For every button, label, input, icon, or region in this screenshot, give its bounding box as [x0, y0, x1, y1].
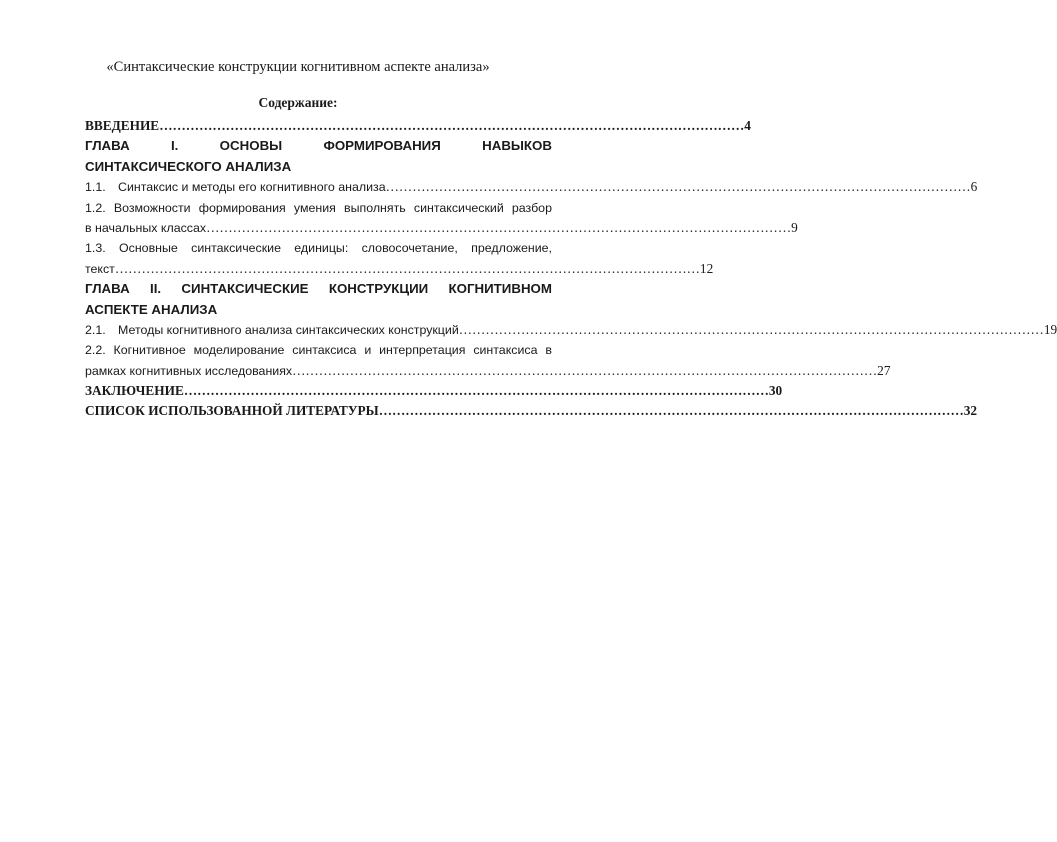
toc-entry-label: текст: [85, 261, 115, 276]
toc-word: ГЛАВА: [85, 138, 130, 154]
document-title: «Синтаксические конструкции когнитивном аспекте анализа»: [106, 59, 490, 75]
toc-section-number: 2.2.: [85, 343, 106, 358]
toc-word: I.: [170, 138, 179, 154]
toc-word: словосочетание,: [361, 241, 458, 256]
toc-word: умения: [293, 200, 336, 215]
toc-chapter-2-line1[interactable]: [85, 279, 552, 299]
toc-leader: ……………………………………………………………………………………………………………………: [458, 321, 1044, 337]
toc-leader: ……………………………………………………………………………………………………………………: [378, 403, 964, 419]
toc-word: в: [545, 343, 552, 358]
toc-leader: ……………………………………………………………………………………………………………………: [183, 383, 769, 399]
toc-entry-intro[interactable]: [85, 116, 751, 136]
toc-entry-references[interactable]: [85, 401, 978, 421]
toc-entry-label: ЗАКЛЮЧЕНИЕ: [85, 383, 184, 399]
toc-section-2-1[interactable]: [85, 320, 1057, 340]
toc-word: II.: [150, 281, 162, 297]
toc-word: Основные: [119, 241, 178, 256]
toc-word: интерпретация: [379, 343, 466, 358]
toc-word: моделирование: [193, 343, 285, 358]
toc-word: синтаксические: [191, 241, 281, 256]
toc-page-number: 4: [744, 118, 751, 133]
toc-section-number: 1.3.: [85, 241, 106, 256]
toc-page-number: 27: [877, 362, 891, 378]
toc-word: синтаксиса: [292, 343, 357, 358]
toc-word: ФОРМИРОВАНИЯ: [323, 138, 441, 154]
toc-page-number: 6: [970, 179, 978, 195]
toc-word: разбор: [511, 200, 552, 215]
table-of-contents: [85, 116, 1057, 422]
toc-entry-label: рамках когнитивных исследованиях: [85, 363, 293, 378]
toc-section-2-2-line1[interactable]: [85, 340, 552, 360]
toc-entry-label: в начальных классах: [85, 220, 207, 235]
toc-word: выполнять: [344, 200, 406, 215]
toc-section-1-2-line2[interactable]: [85, 218, 798, 238]
toc-word: КОНСТРУКЦИИ: [328, 281, 429, 297]
toc-section-1-3-line2[interactable]: [85, 259, 714, 279]
toc-section-1-3-line1[interactable]: [85, 238, 552, 258]
toc-word: СИНТАКСИЧЕСКИЕ: [181, 281, 309, 297]
toc-entry-label: ВВЕДЕНИЕ: [85, 118, 160, 133]
toc-word: и: [364, 343, 372, 358]
toc-word: единицы:: [294, 241, 349, 256]
toc-word: ОСНОВЫ: [219, 138, 283, 154]
toc-word: формирования: [198, 200, 286, 215]
toc-leader: ……………………………………………………………………………………………………………………: [114, 260, 700, 276]
toc-word: КОГНИТИВНОМ: [448, 281, 552, 297]
toc-page-number: 19: [1043, 321, 1057, 337]
toc-section-2-2-line2[interactable]: [85, 361, 891, 381]
toc-word: ГЛАВА: [85, 281, 130, 297]
toc-page-number: 9: [791, 219, 798, 235]
toc-word: синтаксиса: [473, 343, 538, 358]
toc-word: Когнитивное: [113, 343, 186, 358]
toc-word: НАВЫКОВ: [482, 138, 552, 154]
toc-page-number: 12: [699, 260, 714, 276]
toc-word: предложение,: [471, 241, 552, 256]
toc-word: синтаксический: [413, 200, 504, 215]
toc-section-1-2-line1[interactable]: [85, 198, 552, 218]
toc-leader: ……………………………………………………………………………………………………………………: [292, 362, 878, 378]
toc-entry-label: СПИСОК ИСПОЛЬЗОВАННОЙ ЛИТЕРАТУРЫ: [85, 403, 379, 419]
toc-heading: Содержание:: [258, 95, 338, 110]
toc-leader: ……………………………………………………………………………………………………………………: [159, 118, 745, 133]
toc-entry-conclusion[interactable]: [85, 381, 783, 401]
toc-leader: ……………………………………………………………………………………………………………………: [206, 219, 792, 235]
toc-section-1-1[interactable]: [85, 177, 978, 197]
toc-word: Возможности: [113, 200, 191, 215]
toc-chapter-2-line2[interactable]: АСПЕКТЕ АНАЛИЗА: [85, 301, 218, 317]
toc-page-number: 30: [768, 383, 783, 399]
toc-chapter-1-line1[interactable]: [85, 136, 552, 156]
toc-section-number: 1.2.: [85, 200, 106, 215]
toc-page-number: 32: [963, 403, 978, 419]
toc-chapter-1-line2[interactable]: СИНТАКСИЧЕСКОГО АНАЛИЗА: [85, 158, 292, 174]
toc-section-number: 1.1. Синтаксис и методы его когнитивного анализа: [85, 180, 386, 195]
toc-section-number: 2.1. Методы когнитивного анализа синтаксических конструкций: [85, 322, 459, 337]
toc-leader: ……………………………………………………………………………………………………………………: [385, 179, 971, 195]
